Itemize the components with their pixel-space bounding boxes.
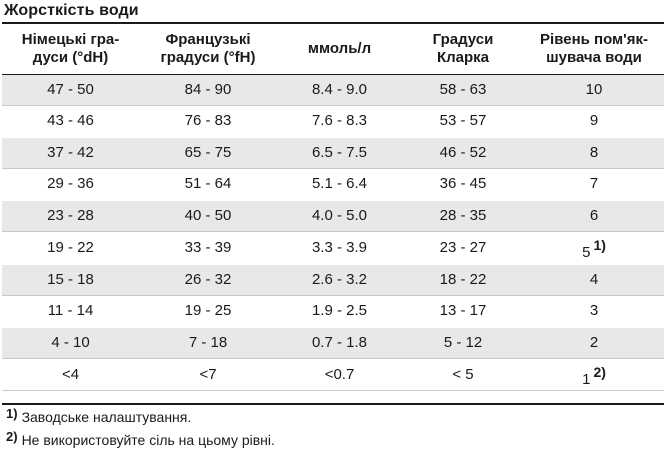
level-value: 4	[589, 271, 599, 288]
cell-fh: 26 - 32	[139, 264, 277, 296]
cell-mmol: 2.6 - 3.2	[277, 264, 402, 296]
header-german-degrees	[2, 24, 139, 75]
footnote-item	[6, 406, 275, 429]
cell-level	[524, 327, 664, 359]
cell-fh: <7	[139, 359, 277, 391]
cell-fh: 40 - 50	[139, 200, 277, 232]
level-value: 1	[582, 371, 591, 388]
cell-dh: 23 - 28	[2, 200, 139, 232]
header-mmol	[277, 24, 402, 75]
cell-dh: 4 - 10	[2, 327, 139, 359]
cell-clark: 5 - 12	[402, 327, 524, 359]
cell-level	[524, 232, 664, 265]
cell-dh: 43 - 46	[2, 106, 139, 138]
footnote-reference: 2)	[593, 364, 606, 380]
cell-dh: 15 - 18	[2, 264, 139, 296]
table-row	[2, 106, 664, 138]
table-row	[2, 264, 664, 296]
table-row	[2, 296, 664, 328]
table-row	[2, 200, 664, 232]
cell-mmol: 8.4 - 9.0	[277, 75, 402, 106]
cell-clark: 28 - 35	[402, 200, 524, 232]
cell-clark: 23 - 27	[402, 232, 524, 265]
level-value: 5	[582, 244, 591, 261]
level-value: 7	[589, 175, 599, 192]
header-label: Німецькі гра- дуси (°dH)	[21, 31, 120, 66]
cell-clark: 58 - 63	[402, 75, 524, 106]
cell-fh: 76 - 83	[139, 106, 277, 138]
cell-dh: <4	[2, 359, 139, 391]
cell-mmol: 6.5 - 7.5	[277, 137, 402, 169]
footnote-text: Заводське налаштування.	[21, 409, 192, 425]
cell-mmol: 0.7 - 1.8	[277, 327, 402, 359]
cell-fh: 7 - 18	[139, 327, 277, 359]
cell-level	[524, 264, 664, 296]
cell-level	[524, 137, 664, 169]
table-row	[2, 359, 664, 391]
table-row	[2, 232, 664, 265]
cell-clark: 36 - 45	[402, 169, 524, 201]
table-row	[2, 75, 664, 106]
header-clark-degrees	[402, 24, 524, 75]
level-value: 10	[585, 81, 603, 98]
header-label: Градуси Кларка	[432, 31, 494, 66]
cell-clark: 18 - 22	[402, 264, 524, 296]
footnote-reference: 1)	[593, 237, 606, 253]
cell-clark: 53 - 57	[402, 106, 524, 138]
header-french-degrees	[139, 24, 277, 75]
footnote-text: Не використовуйте сіль на цьому рівні.	[21, 432, 275, 448]
cell-mmol: 5.1 - 6.4	[277, 169, 402, 201]
cell-mmol: 1.9 - 2.5	[277, 296, 402, 328]
cell-fh: 33 - 39	[139, 232, 277, 265]
water-hardness-table	[2, 24, 664, 391]
cell-clark: < 5	[402, 359, 524, 391]
table-row	[2, 137, 664, 169]
cell-dh: 19 - 22	[2, 232, 139, 265]
cell-mmol: <0.7	[277, 359, 402, 391]
footnotes	[6, 406, 275, 452]
cell-fh: 51 - 64	[139, 169, 277, 201]
header-label: ммоль/л	[307, 40, 372, 57]
page-title: Жорсткість води	[4, 2, 139, 19]
cell-fh: 65 - 75	[139, 137, 277, 169]
cell-dh: 29 - 36	[2, 169, 139, 201]
cell-level	[524, 75, 664, 106]
level-value: 8	[589, 144, 599, 161]
cell-level	[524, 359, 664, 391]
cell-dh: 11 - 14	[2, 296, 139, 328]
header-softener-level	[524, 24, 664, 75]
cell-clark: 46 - 52	[402, 137, 524, 169]
level-value: 3	[589, 302, 599, 319]
cell-dh: 37 - 42	[2, 137, 139, 169]
header-label: Французькі градуси (°fH)	[160, 31, 256, 66]
cell-mmol: 4.0 - 5.0	[277, 200, 402, 232]
table-row	[2, 327, 664, 359]
header-label: Рівень пом'як- шувача води	[540, 31, 648, 66]
level-value: 9	[589, 112, 599, 129]
header-row	[2, 24, 664, 75]
level-value: 2	[589, 334, 599, 351]
cell-fh: 84 - 90	[139, 75, 277, 106]
footnote-mark: 2)	[6, 429, 18, 444]
footnote-item	[6, 429, 275, 452]
bottom-rule	[2, 403, 664, 405]
table-row	[2, 169, 664, 201]
cell-fh: 19 - 25	[139, 296, 277, 328]
level-value: 6	[589, 207, 599, 224]
cell-dh: 47 - 50	[2, 75, 139, 106]
footnote-mark: 1)	[6, 406, 18, 421]
cell-level	[524, 296, 664, 328]
cell-level	[524, 200, 664, 232]
cell-level	[524, 169, 664, 201]
cell-level	[524, 106, 664, 138]
cell-clark: 13 - 17	[402, 296, 524, 328]
cell-mmol: 7.6 - 8.3	[277, 106, 402, 138]
cell-mmol: 3.3 - 3.9	[277, 232, 402, 265]
